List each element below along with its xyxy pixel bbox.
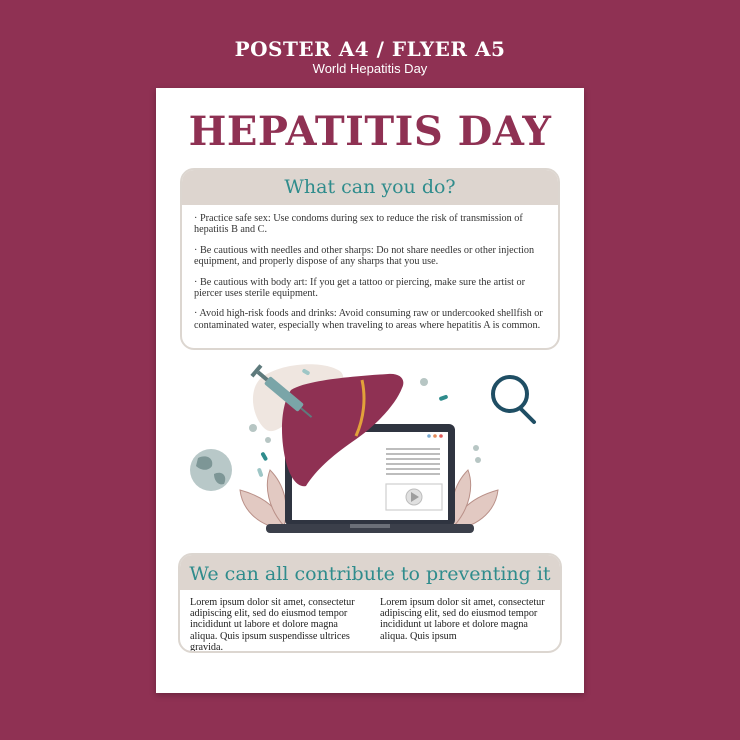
play-icon <box>406 489 422 505</box>
poster <box>156 88 584 693</box>
prevention-columns <box>180 590 560 653</box>
prevention-text-right: Lorem ipsum dolor sit amet, consectetur adipiscing elit, sed do eiusmod tempor incididunt ut labore et dolore magna aliqua. Quis ipsum <box>380 597 545 642</box>
hepatitis-illustration <box>156 358 584 548</box>
tip-item: · Avoid high-risk foods and drinks: Avoid consuming raw or undercooked shellfish or contaminated water, especially when traveling to areas where hepatitis A is common. <box>194 308 543 331</box>
tips-list <box>182 205 558 331</box>
tip-item: · Be cautious with body art: If you get a tattoo or piercing, make sure the artist or piercer uses sterile equipment. <box>194 276 525 300</box>
poster-title: HEPATITIS DAY <box>188 108 552 155</box>
magnifier-icon <box>493 377 534 422</box>
tips-card <box>180 168 560 350</box>
globe-icon <box>190 449 232 491</box>
tip-item: · Be cautious with needles and other sharps: Do not share needles or other injection equipment, and properly dispose of any sharps that you use. <box>194 244 535 268</box>
prevention-card <box>178 553 562 653</box>
header-subtitle: World Hepatitis Day <box>312 61 428 76</box>
header-title: POSTER A4 / FLYER A5 <box>234 37 506 61</box>
tips-heading: What can you do? <box>182 170 558 205</box>
tip-item: · Practice safe sex: Use condoms during sex to reduce the risk of transmission of hepatitis B and C. <box>194 213 523 236</box>
prevention-text-left: Lorem ipsum dolor sit amet, consectetur adipiscing elit, sed do eiusmod tempor incididunt ut labore et dolore magna aliqua. Quis ipsum suspendisse ultrices gravida. <box>190 597 355 653</box>
prevention-heading: We can all contribute to preventing it <box>180 555 560 590</box>
